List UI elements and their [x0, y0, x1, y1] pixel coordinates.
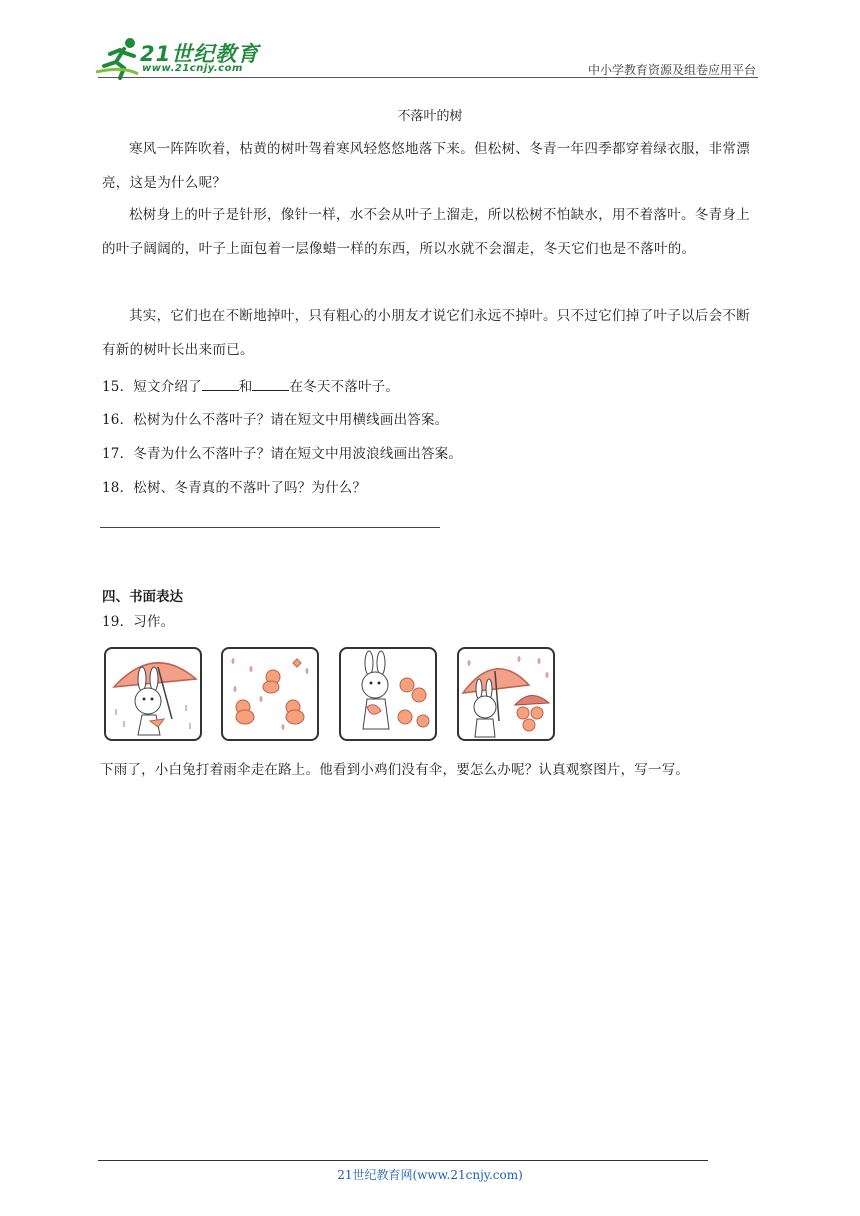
picture-1-rabbit-umbrella: [104, 647, 202, 741]
answer-blank-1[interactable]: [202, 376, 239, 391]
question-18: 18．松树、冬青真的不落叶了吗？为什么？: [102, 480, 367, 496]
question-17: 17．冬青为什么不落叶子？请在短文中用波浪线画出答案。: [102, 446, 463, 462]
sharing-umbrella-icon: [459, 649, 553, 739]
passage-paragraph-2: 松树身上的叶子是针形，像针一样，水不会从叶子上溜走，所以松树不怕缺水，用不着落叶。冬青身上的叶子阔阔的，叶子上面包着一层像蜡一样的东西，所以水就不会溜走，冬天它们也是不落叶的。: [102, 207, 750, 257]
chicks-rain-icon: [223, 649, 317, 739]
logo-text: 21世纪教育: [140, 42, 260, 66]
rabbit-chicks-icon: [341, 649, 435, 739]
passage-paragraph-1: 寒风一阵阵吹着，枯黄的树叶驾着寒风轻悠悠地落下来。但松树、冬青一年四季都穿着绿衣服，非常漂亮，这是为什么呢？: [102, 141, 750, 191]
footer-text[interactable]: 21世纪教育网(www.21cnjy.com): [337, 1168, 523, 1182]
question-15-part-b: 和: [238, 379, 253, 395]
picture-4-sharing-umbrella: [457, 647, 555, 741]
passage-paragraph-3: 其实，它们也在不断地掉叶，只有粗心的小朋友才说它们永远不掉叶。只不过它们掉了叶子以后会不断有新的树叶长出来而已。: [102, 308, 750, 358]
question-15-part-c: 在冬天不落叶子。: [289, 379, 400, 395]
platform-name: 中小学教育资源及组卷应用平台: [587, 63, 756, 77]
picture-3-rabbit-chicks: [339, 647, 437, 741]
question-16: 16．松树为什么不落叶子？请在短文中用横线画出答案。: [102, 412, 449, 428]
logo-url: www.21cnjy.com: [142, 63, 243, 74]
passage-title: 不落叶的树: [397, 109, 463, 124]
section-heading: 四、书面表达: [102, 589, 183, 605]
question-15-part-a: 15．短文介绍了: [102, 379, 202, 395]
answer-blank-2[interactable]: [252, 376, 289, 391]
picture-2-chicks-rain: [221, 647, 319, 741]
header-divider: [98, 77, 758, 78]
question-15: [102, 376, 399, 397]
writing-prompt: 下雨了，小白兔打着雨伞走在路上。他看到小鸡们没有伞，要怎么办呢？认真观察图片，写一写。: [100, 762, 690, 778]
answer-line[interactable]: [100, 527, 440, 528]
question-19: 19．习作。: [102, 614, 175, 630]
footer-divider: [98, 1160, 708, 1161]
rabbit-umbrella-icon: [106, 649, 200, 739]
